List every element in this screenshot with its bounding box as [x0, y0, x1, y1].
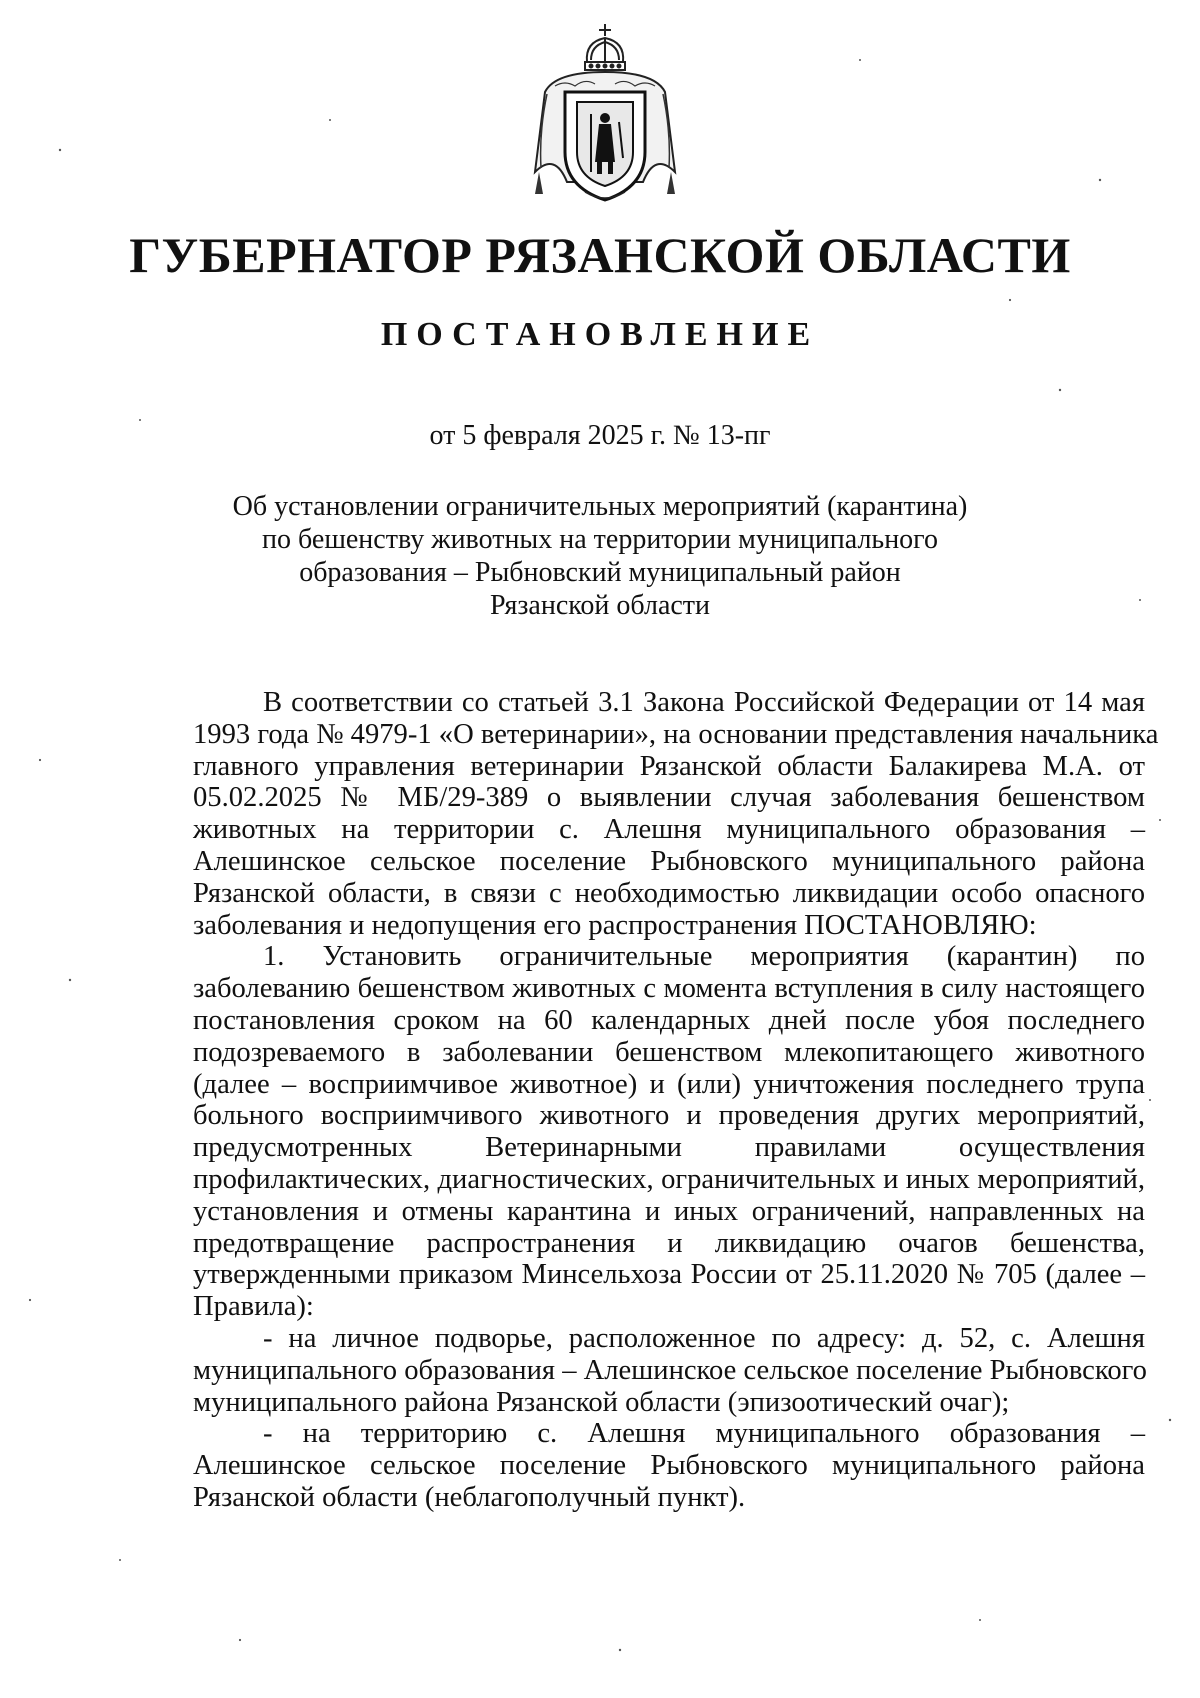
document-type-heading: ПОСТАНОВЛЕНИЕ [380, 316, 820, 353]
body-line: - на личное подворье, расположенное по адресу: д. 52, с. Алешня [263, 1322, 1145, 1354]
body-line: постановления сроком на 60 календарных дней после убоя последнего [193, 1004, 1145, 1036]
title-line: образования – Рыбновский муниципальный район [299, 557, 901, 588]
body-line: подозреваемого в заболевании бешенством млекопитающего животного [193, 1036, 1145, 1068]
coat-of-arms-icon [525, 22, 685, 212]
body-line: 05.02.2025 № МБ/29-389 о выявлении случая заболевания бешенством [193, 782, 1145, 814]
body-line: предотвращение распространения и ликвидацию очагов бешенства, [193, 1227, 1145, 1259]
body-line: - на территорию с. Алешня муниципального образования – [263, 1418, 1145, 1450]
body-line: профилактических, диагностических, ограничительных и иных мероприятий, [193, 1163, 1145, 1195]
title-line: Рязанской области [489, 590, 711, 621]
body-line: больного восприимчивого животного и проведения других мероприятий, [193, 1100, 1145, 1132]
title-line: по бешенству животных на территории муниципального [262, 524, 938, 555]
body-line: предусмотренных Ветеринарными правилами осуществления [193, 1132, 1145, 1164]
body-line: Рязанской области (неблагополучный пункт). [193, 1481, 746, 1513]
body-line: утвержденными приказом Минсельхоза России от 25.11.2020 № 705 (далее – [193, 1259, 1145, 1291]
issuing-authority-heading: ГУБЕРНАТОР РЯЗАНСКОЙ ОБЛАСТИ [129, 227, 1071, 283]
document-date-number: от 5 февраля 2025 г. № 13-пг [429, 420, 771, 451]
title-line: Об установлении ограничительных мероприятий (карантина) [232, 491, 968, 522]
body-line: муниципального образования – Алешинское сельское поселение Рыбновского [193, 1354, 1147, 1386]
body-line: Алешинское сельское поселение Рыбновского муниципального района [193, 845, 1145, 877]
body-line: заболеванию бешенством животных с момента вступления в силу настоящего [193, 973, 1145, 1005]
body-line: заболевания и недопущения его распространения ПОСТАНОВЛЯЮ: [193, 909, 1037, 941]
body-line: Рязанской области, в связи с необходимостью ликвидации особо опасного [193, 877, 1145, 909]
body-line: муниципального района Рязанской области (эпизоотический очаг); [193, 1386, 1010, 1418]
body-line: Алешинское сельское поселение Рыбновского муниципального района [193, 1450, 1145, 1482]
body-line: 1993 года № 4979-1 «О ветеринарии», на основании представления начальника [193, 718, 1159, 750]
body-line: установления и отмены карантина и иных ограничений, направленных на [193, 1195, 1145, 1227]
document-subject-title [200, 490, 1000, 622]
body-line: Правила): [193, 1291, 314, 1323]
body-line: главного управления ветеринарии Рязанской области Балакирева М.А. от [193, 750, 1145, 782]
body-line: (далее – восприимчивое животное) и (или) уничтожения последнего трупа [193, 1068, 1145, 1100]
body-line: животных на территории с. Алешня муниципального образования – [193, 814, 1145, 846]
body-line: В соответствии со статьей 3.1 Закона Российской Федерации от 14 мая [263, 687, 1145, 718]
body-line: 1. Установить ограничительные мероприятия (карантин) по [263, 941, 1145, 973]
document-body [193, 687, 1159, 1514]
